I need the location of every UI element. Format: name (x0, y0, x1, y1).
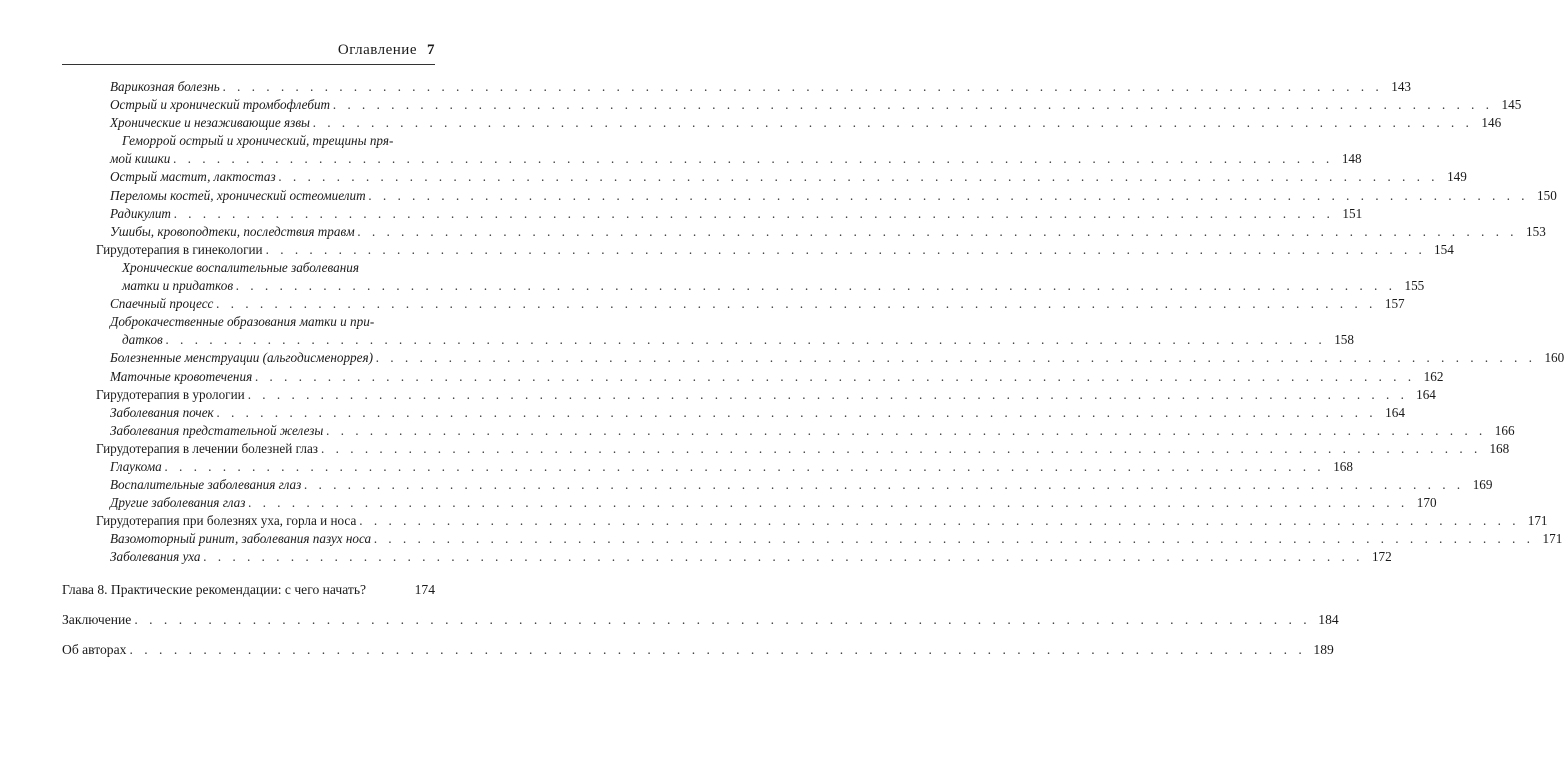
toc-entry (62, 386, 1436, 404)
dot-leader (217, 404, 1377, 422)
toc-entry-page: 184 (1318, 611, 1339, 627)
dot-leader (376, 349, 1536, 367)
dot-leader (174, 205, 1334, 223)
dot-leader (165, 458, 1325, 476)
toc-entry (62, 168, 1467, 186)
toc-entry-page: 164 (1385, 404, 1405, 420)
toc-entry-title: Гирудотерапия в гинекологии (96, 241, 263, 257)
dot-leader (374, 530, 1534, 548)
toc-entry-page: 150 (1537, 187, 1557, 203)
toc-entry-title: Маточные кровотечения (110, 368, 253, 384)
toc-entry-title: Вазомоторный ринит, заболевания пазух носа (110, 531, 372, 547)
dot-leader (236, 277, 1396, 295)
dot-leader (333, 96, 1493, 114)
toc-entry-title-line1: Доброкачественные образования матки и при- (110, 314, 375, 330)
dot-leader (266, 241, 1426, 259)
spacer (62, 629, 435, 641)
toc-entry-title: Заболевания предстательной железы (110, 422, 324, 438)
page-number: 7 (427, 42, 435, 58)
toc-entry-title: Варикозная болезнь (110, 79, 220, 94)
toc-entry-title-line2: датков (122, 332, 163, 348)
dot-leader (223, 78, 1383, 96)
toc-entry-title-line1: Хронические воспалительные заболевания (122, 259, 359, 275)
dot-leader (304, 476, 1464, 494)
dot-leader (248, 494, 1408, 512)
toc-entry-page: 166 (1494, 422, 1515, 438)
toc-entry-page: 168 (1489, 440, 1510, 456)
dot-leader (321, 440, 1481, 458)
spacer (62, 567, 435, 581)
toc-entry (62, 548, 1392, 566)
toc-entry-title: Радикулит (110, 205, 171, 221)
header-rule (62, 64, 435, 65)
toc-entry-page: 174 (414, 581, 435, 597)
toc-entry (62, 78, 1412, 96)
toc-entry-title-line2: матки и придатков (122, 278, 234, 294)
table-of-contents (62, 78, 1564, 659)
toc-entry (62, 114, 1502, 132)
spacer (62, 599, 435, 611)
toc-entry-title-line1: Геморрой острый и хронический, трещины пря- (122, 133, 394, 149)
toc-entry-page: 169 (1472, 477, 1493, 493)
dot-leader (358, 223, 1518, 241)
toc-entry-title: Заключение (62, 611, 132, 627)
dot-leader (326, 422, 1486, 440)
toc-entry (62, 530, 1563, 548)
toc-entry-page: 145 (1501, 97, 1522, 113)
toc-entry (62, 349, 1564, 367)
toc-entry-title: Заболевания уха (110, 549, 201, 565)
toc-entry (62, 223, 1546, 241)
toc-entry-page: 151 (1342, 205, 1363, 221)
dot-leader (173, 150, 1333, 168)
toc-entry-title: Воспалительные заболевания глаз (110, 477, 302, 493)
toc-entry (62, 313, 1354, 349)
toc-entry-page: 146 (1481, 115, 1502, 131)
toc-entry-title: Глава 8. Практические рекомендации: с чего начать? (62, 581, 367, 597)
toc-entry-page: 171 (1542, 531, 1563, 547)
toc-entry-page: 155 (1404, 278, 1425, 294)
dot-leader (359, 512, 1519, 530)
toc-entry (62, 422, 1515, 440)
dot-leader (248, 386, 1408, 404)
toc-entry (62, 512, 1548, 530)
toc-entry-title: Переломы костей, хронический остеомиелит (110, 187, 366, 203)
dot-leader (216, 295, 1376, 313)
dot-leader (129, 641, 1305, 659)
toc-chapter-entry (62, 581, 435, 599)
toc-entry-page: 172 (1371, 549, 1392, 565)
toc-entry-page: 170 (1416, 495, 1437, 511)
dot-leader (369, 187, 1529, 205)
dot-leader (255, 368, 1415, 386)
dot-leader (166, 331, 1326, 349)
toc-entry-page: 149 (1447, 169, 1467, 185)
toc-entry-page: 189 (1313, 641, 1334, 657)
toc-entry (62, 404, 1405, 422)
toc-entry-page: 153 (1526, 223, 1546, 239)
toc-entry-page: 162 (1423, 368, 1444, 384)
toc-chapter-entry (62, 641, 1334, 659)
toc-entry-page: 168 (1333, 458, 1353, 474)
toc-entry (62, 187, 1557, 205)
toc-entry-page: 143 (1391, 79, 1412, 94)
toc-entry (62, 368, 1444, 386)
toc-entry-title: Глаукома (110, 458, 162, 474)
running-head (338, 42, 435, 59)
dot-leader (204, 548, 1364, 566)
toc-entry-title: Хронические и незаживающие язвы (110, 115, 310, 131)
toc-entry (62, 295, 1405, 313)
toc-entry-page: 157 (1384, 296, 1405, 312)
toc-entry-title: Острый и хронический тромбофлебит (110, 97, 331, 113)
toc-entry (62, 494, 1437, 512)
toc-chapter-entry (62, 611, 1339, 629)
toc-entry-page: 154 (1434, 241, 1454, 257)
toc-entry (62, 132, 1362, 168)
toc-entry (62, 241, 1454, 259)
toc-entry-title: Заболевания почек (110, 404, 214, 420)
toc-entry (62, 96, 1522, 114)
toc-entry-title: Гирудотерапия в лечении болезней глаз (96, 440, 319, 456)
toc-entry (62, 476, 1493, 494)
toc-entry-title-line2: мой кишки (110, 151, 171, 167)
dot-leader (134, 611, 1310, 629)
toc-entry-page: 160 (1544, 350, 1564, 366)
toc-entry-page: 171 (1527, 513, 1548, 529)
toc-entry-title: Болезненные менструации (альгодисменоррея) (110, 350, 374, 366)
toc-entry-title: Гирудотерапия в урологии (96, 386, 245, 402)
toc-entry (62, 440, 1510, 458)
toc-entry-page: 164 (1416, 386, 1436, 402)
toc-entry-title: Об авторах (62, 641, 127, 657)
toc-entry-title: Острый мастит, лактостаз (110, 169, 276, 185)
dot-leader (313, 114, 1473, 132)
toc-entry-page: 148 (1341, 151, 1362, 167)
toc-entry-title: Ушибы, кровоподтеки, последствия травм (110, 223, 355, 239)
toc-entry (62, 205, 1363, 223)
toc-entry (62, 458, 1353, 476)
toc-entry-title: Спаечный процесс (110, 296, 214, 312)
toc-entry-title: Другие заболевания глаз (110, 495, 246, 511)
section-title: Оглавление (337, 42, 417, 58)
toc-entry-title: Гирудотерапия при болезнях уха, горла и носа (96, 513, 357, 529)
toc-entry (62, 259, 1425, 295)
dot-leader (279, 168, 1439, 186)
toc-entry-page: 158 (1334, 332, 1354, 348)
